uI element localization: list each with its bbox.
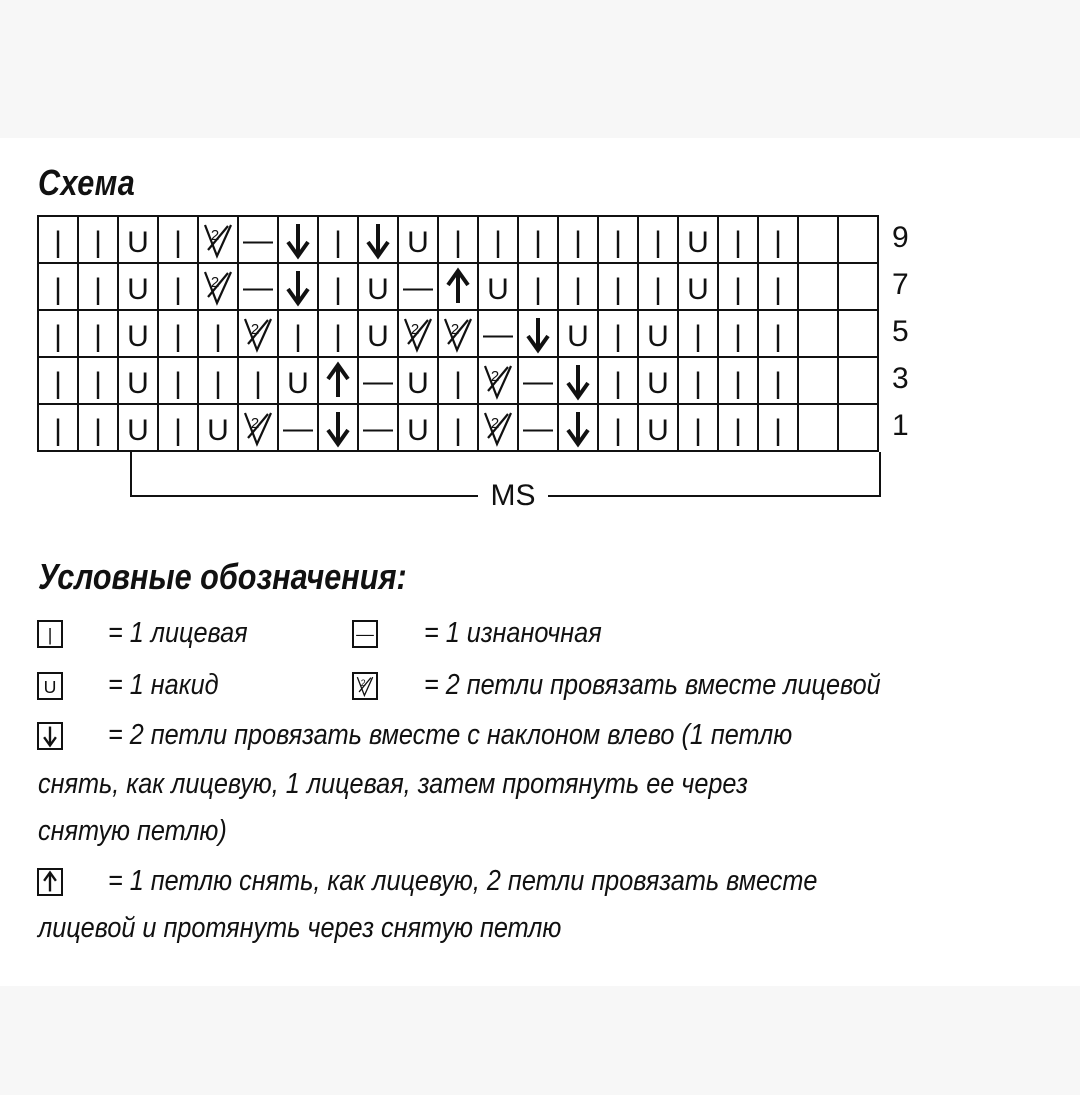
svg-text:|: | bbox=[614, 319, 622, 353]
svg-text:U: U bbox=[367, 319, 389, 353]
svg-text:|: | bbox=[94, 413, 102, 447]
svg-text:U: U bbox=[127, 413, 149, 447]
legend-ssk-line: снятую петлю) bbox=[38, 815, 227, 847]
svg-text:|: | bbox=[174, 272, 182, 306]
legend-sk2p-line: = 1 петлю снять, как лицевую, 2 петли провязать вместе bbox=[108, 865, 818, 897]
svg-text:|: | bbox=[734, 225, 742, 259]
svg-text:2: 2 bbox=[450, 320, 460, 338]
legend-ssk-line: снять, как лицевую, 1 лицевая, затем протянуть ее через bbox=[38, 768, 748, 800]
svg-text:U: U bbox=[407, 366, 429, 400]
svg-text:U: U bbox=[407, 413, 429, 447]
svg-text:2: 2 bbox=[360, 678, 366, 688]
k2tog-icon bbox=[354, 673, 376, 699]
svg-text:|: | bbox=[174, 319, 182, 353]
svg-text:U: U bbox=[207, 413, 229, 447]
svg-text:2: 2 bbox=[250, 414, 260, 432]
svg-text:|: | bbox=[494, 225, 502, 259]
svg-text:|: | bbox=[254, 366, 262, 400]
svg-text:U: U bbox=[367, 272, 389, 306]
svg-text:2: 2 bbox=[490, 367, 500, 385]
svg-text:U: U bbox=[687, 272, 709, 306]
row-number: 1 bbox=[892, 409, 909, 442]
svg-text:|: | bbox=[94, 225, 102, 259]
legend-title: Условные обозначения: bbox=[38, 556, 407, 597]
svg-text:U: U bbox=[487, 272, 509, 306]
svg-text:2: 2 bbox=[490, 414, 500, 432]
svg-text:U: U bbox=[647, 413, 669, 447]
svg-text:—: — bbox=[523, 411, 553, 445]
svg-text:|: | bbox=[214, 319, 222, 353]
svg-text:|: | bbox=[94, 366, 102, 400]
legend-purl-symbol bbox=[352, 620, 378, 648]
svg-text:|: | bbox=[54, 225, 62, 259]
svg-text:|: | bbox=[654, 272, 662, 306]
svg-text:|: | bbox=[694, 366, 702, 400]
svg-text:U: U bbox=[127, 272, 149, 306]
svg-text:|: | bbox=[734, 366, 742, 400]
row-number: 9 bbox=[892, 221, 909, 254]
svg-text:U: U bbox=[647, 319, 669, 353]
purl-icon bbox=[354, 621, 376, 647]
svg-text:|: | bbox=[54, 272, 62, 306]
svg-text:—: — bbox=[483, 317, 513, 351]
svg-text:—: — bbox=[243, 223, 273, 257]
svg-text:|: | bbox=[654, 225, 662, 259]
legend-knit-symbol bbox=[37, 620, 63, 648]
svg-text:U: U bbox=[43, 677, 57, 698]
svg-text:U: U bbox=[687, 225, 709, 259]
svg-text:—: — bbox=[283, 411, 313, 445]
svg-text:—: — bbox=[356, 623, 374, 644]
svg-text:|: | bbox=[774, 225, 782, 259]
legend-ssk-line: = 2 петли провязать вместе с наклоном влево (1 петлю bbox=[108, 719, 793, 751]
repeat-label: MS bbox=[478, 478, 548, 514]
svg-text:|: | bbox=[614, 225, 622, 259]
svg-text:U: U bbox=[647, 366, 669, 400]
legend-ssk-symbol bbox=[37, 722, 63, 750]
sk2p-arrow-up-icon bbox=[39, 869, 61, 895]
svg-text:U: U bbox=[407, 225, 429, 259]
svg-text:U: U bbox=[287, 366, 309, 400]
svg-text:U: U bbox=[567, 319, 589, 353]
svg-text:|: | bbox=[774, 319, 782, 353]
svg-text:|: | bbox=[734, 319, 742, 353]
svg-text:|: | bbox=[334, 272, 342, 306]
svg-text:|: | bbox=[774, 272, 782, 306]
svg-text:|: | bbox=[174, 366, 182, 400]
svg-text:U: U bbox=[127, 366, 149, 400]
svg-text:2: 2 bbox=[210, 226, 220, 244]
svg-text:|: | bbox=[614, 413, 622, 447]
legend-k2tog-text: = 2 петли провязать вместе лицевой bbox=[424, 669, 881, 701]
legend-yarnover-text: = 1 накид bbox=[108, 669, 219, 701]
svg-text:|: | bbox=[614, 272, 622, 306]
svg-text:|: | bbox=[694, 319, 702, 353]
svg-text:|: | bbox=[534, 272, 542, 306]
svg-text:|: | bbox=[734, 272, 742, 306]
svg-text:|: | bbox=[774, 413, 782, 447]
legend-sk2p-symbol bbox=[37, 868, 63, 896]
svg-text:2: 2 bbox=[210, 273, 220, 291]
svg-text:|: | bbox=[454, 413, 462, 447]
svg-text:|: | bbox=[734, 413, 742, 447]
legend-knit-text: = 1 лицевая bbox=[108, 617, 248, 649]
svg-text:|: | bbox=[54, 366, 62, 400]
knit-icon bbox=[39, 621, 61, 647]
legend-k2tog-symbol bbox=[352, 672, 378, 700]
svg-text:|: | bbox=[774, 366, 782, 400]
legend-yarnover-symbol bbox=[37, 672, 63, 700]
svg-text:—: — bbox=[523, 364, 553, 398]
svg-text:|: | bbox=[534, 225, 542, 259]
svg-text:|: | bbox=[54, 413, 62, 447]
svg-text:|: | bbox=[614, 366, 622, 400]
row-number: 5 bbox=[892, 315, 909, 348]
svg-text:|: | bbox=[214, 366, 222, 400]
svg-text:2: 2 bbox=[410, 320, 420, 338]
svg-text:—: — bbox=[363, 364, 393, 398]
svg-text:—: — bbox=[363, 411, 393, 445]
svg-text:|: | bbox=[574, 225, 582, 259]
svg-text:|: | bbox=[454, 366, 462, 400]
svg-text:|: | bbox=[174, 413, 182, 447]
legend-sk2p-line: лицевой и протянуть через снятую петлю bbox=[38, 912, 562, 944]
svg-text:|: | bbox=[47, 625, 53, 646]
row-number: 7 bbox=[892, 268, 909, 301]
svg-text:|: | bbox=[294, 319, 302, 353]
ssk-arrow-down-icon bbox=[39, 723, 61, 749]
svg-text:|: | bbox=[574, 272, 582, 306]
svg-text:|: | bbox=[334, 225, 342, 259]
svg-text:|: | bbox=[54, 319, 62, 353]
svg-text:—: — bbox=[403, 270, 433, 304]
svg-text:2: 2 bbox=[250, 320, 260, 338]
chart-title: Схема bbox=[38, 162, 136, 203]
svg-text:—: — bbox=[243, 270, 273, 304]
legend-purl-text: = 1 изнаночная bbox=[424, 617, 602, 649]
svg-text:U: U bbox=[127, 319, 149, 353]
chart-sheet bbox=[0, 138, 1080, 986]
svg-text:|: | bbox=[454, 225, 462, 259]
svg-text:|: | bbox=[174, 225, 182, 259]
row-number: 3 bbox=[892, 362, 909, 395]
svg-text:U: U bbox=[127, 225, 149, 259]
svg-text:|: | bbox=[94, 319, 102, 353]
svg-text:|: | bbox=[94, 272, 102, 306]
svg-text:|: | bbox=[334, 319, 342, 353]
yarn-over-icon bbox=[39, 673, 61, 699]
svg-text:|: | bbox=[694, 413, 702, 447]
